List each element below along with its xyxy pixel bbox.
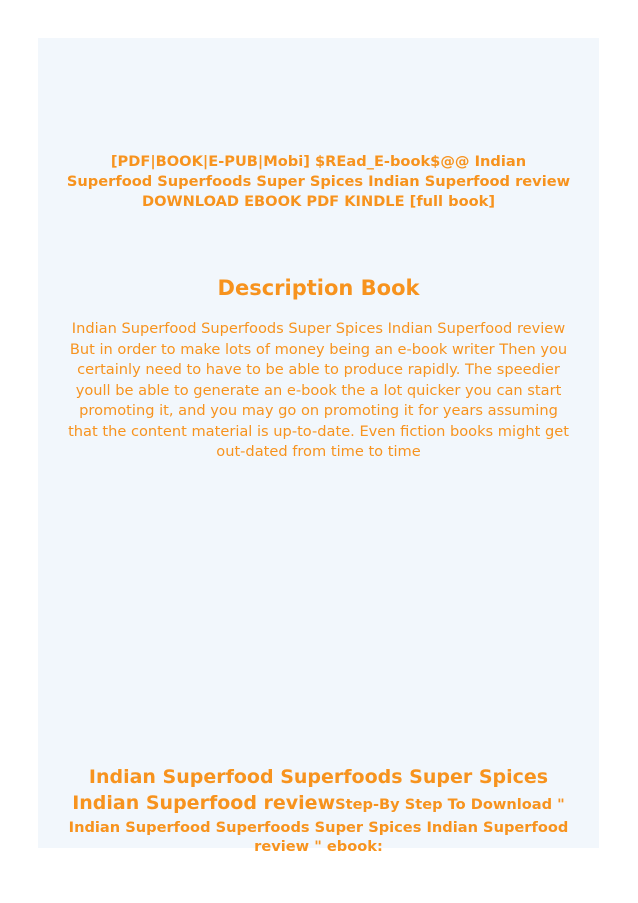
download-footer [38, 764, 599, 856]
description-line-2: But in order to make lots of money being an e-book writer Then you [69, 340, 568, 358]
description-heading: Description Book [217, 276, 420, 300]
description-body [38, 319, 599, 463]
footer-line-2 [38, 790, 599, 818]
description-line-6: that the content material is up-to-date. Even fiction books might get [68, 422, 569, 440]
description-line-5: promoting it, and you may go on promoting it for years assuming [79, 402, 558, 419]
footer-line-3: Indian Superfood Superfoods Super Spices Indian Superfood [68, 819, 569, 836]
description-line-4: youll be able to generate an e-book the a lot quicker you can start [75, 381, 562, 399]
footer-line-4: review " ebook: [254, 838, 383, 855]
footer-step-text: Step-By Step To Download " [335, 796, 565, 813]
description-line-1: Indian Superfood Superfoods Super Spices Indian Superfood review [71, 320, 566, 337]
description-line-7: out-dated from time to time [216, 443, 421, 460]
footer-book-title: Indian Superfood review [72, 792, 336, 814]
description-line-3: certainly need to have to be able to produce rapidly. The speedier [77, 361, 560, 378]
title-line-2: Superfood Superfoods Super Spices Indian Superfood review [66, 173, 571, 190]
footer-line-1: Indian Superfood Superfoods Super Spices [88, 766, 549, 788]
title-line-1: [PDF|BOOK|E-PUB|Mobi] $REad_E-book$@@ Indian [110, 153, 527, 170]
title-line-3: DOWNLOAD EBOOK PDF KINDLE [full book] [141, 193, 496, 210]
document-title [38, 152, 599, 212]
